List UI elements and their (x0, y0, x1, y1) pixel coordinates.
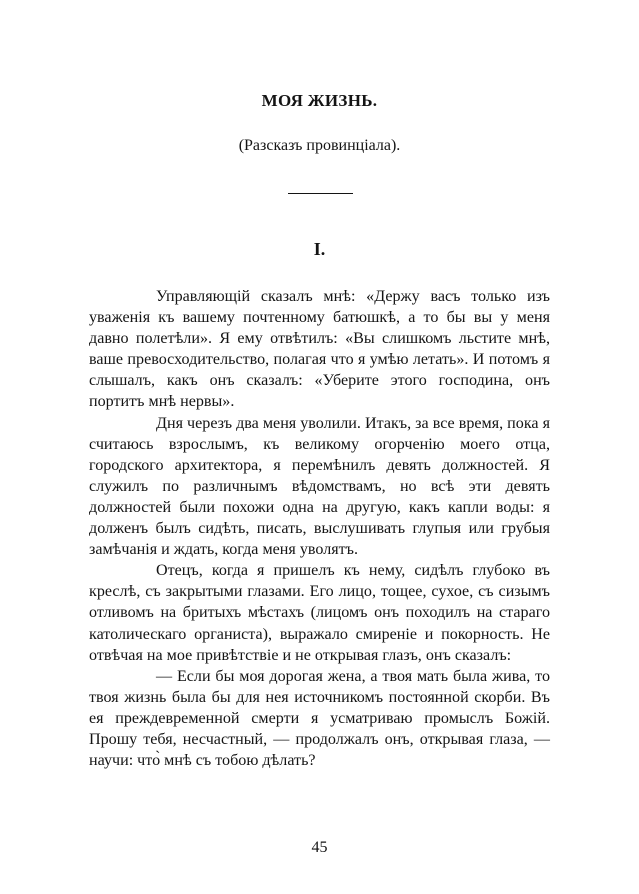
story-title: МОЯ ЖИЗНЬ. (261, 91, 378, 110)
page-number: 45 (311, 839, 328, 856)
body-text (89, 286, 550, 771)
paragraph: — Если бы моя дорогая жена, а твоя мать была жива, то твоя жизнь была бы для нея источникомъ постоянной скорби. Въ ея преждевременной смерти я усматриваю промыслъ Божій. Прошу тебя, несчастный, — продолжалъ онъ, открывая глаза, — научи: что̀ мнѣ съ тобою дѣлать? (89, 667, 550, 770)
paragraph: Отецъ, когда я пришелъ къ нему, сидѣлъ глубоко въ креслѣ, съ закрытыми глазами. Его лицо, тощее, сухое, съ сизымъ отливомъ на бритыхъ мѣстахъ (лицомъ онъ походилъ на стараго католическаго органиста), выражало смиреніе и покорность. Не отвѣчая на мое привѣтствіе и не открывая глазъ, онъ сказалъ: (89, 562, 550, 664)
paragraph: Управляющій сказалъ мнѣ: «Держу васъ только изъ уваженія къ вашему почтенному батюшкѣ, а то бы вы у меня давно полетѣли». Я ему отвѣтилъ: «Вы слишкомъ льстите мнѣ, ваше превосходительство, полагая что я умѣю летать». И потомъ я слышалъ, какъ онъ сказалъ: «Уберите этого господина, онъ портитъ мнѣ нервы». (89, 288, 550, 411)
title-divider (288, 193, 353, 194)
paragraph: Дня черезъ два меня уволили. Итакъ, за все время, пока я считаюсь взрослымъ, къ великому огорченію моего отца, городского архитектора, я перемѣнилъ девять должностей. Я служилъ по различнымъ вѣдомствамъ, но всѣ эти девять должностей были похожи одна на другую, какъ капли воды: я долженъ былъ сидѣть, писать, выслушивать глупыя или грубыя замѣчанія и ждать, когда меня уволятъ. (89, 414, 550, 559)
chapter-heading: I. (313, 239, 326, 259)
story-subtitle: (Разсказъ провинціала). (238, 137, 401, 154)
